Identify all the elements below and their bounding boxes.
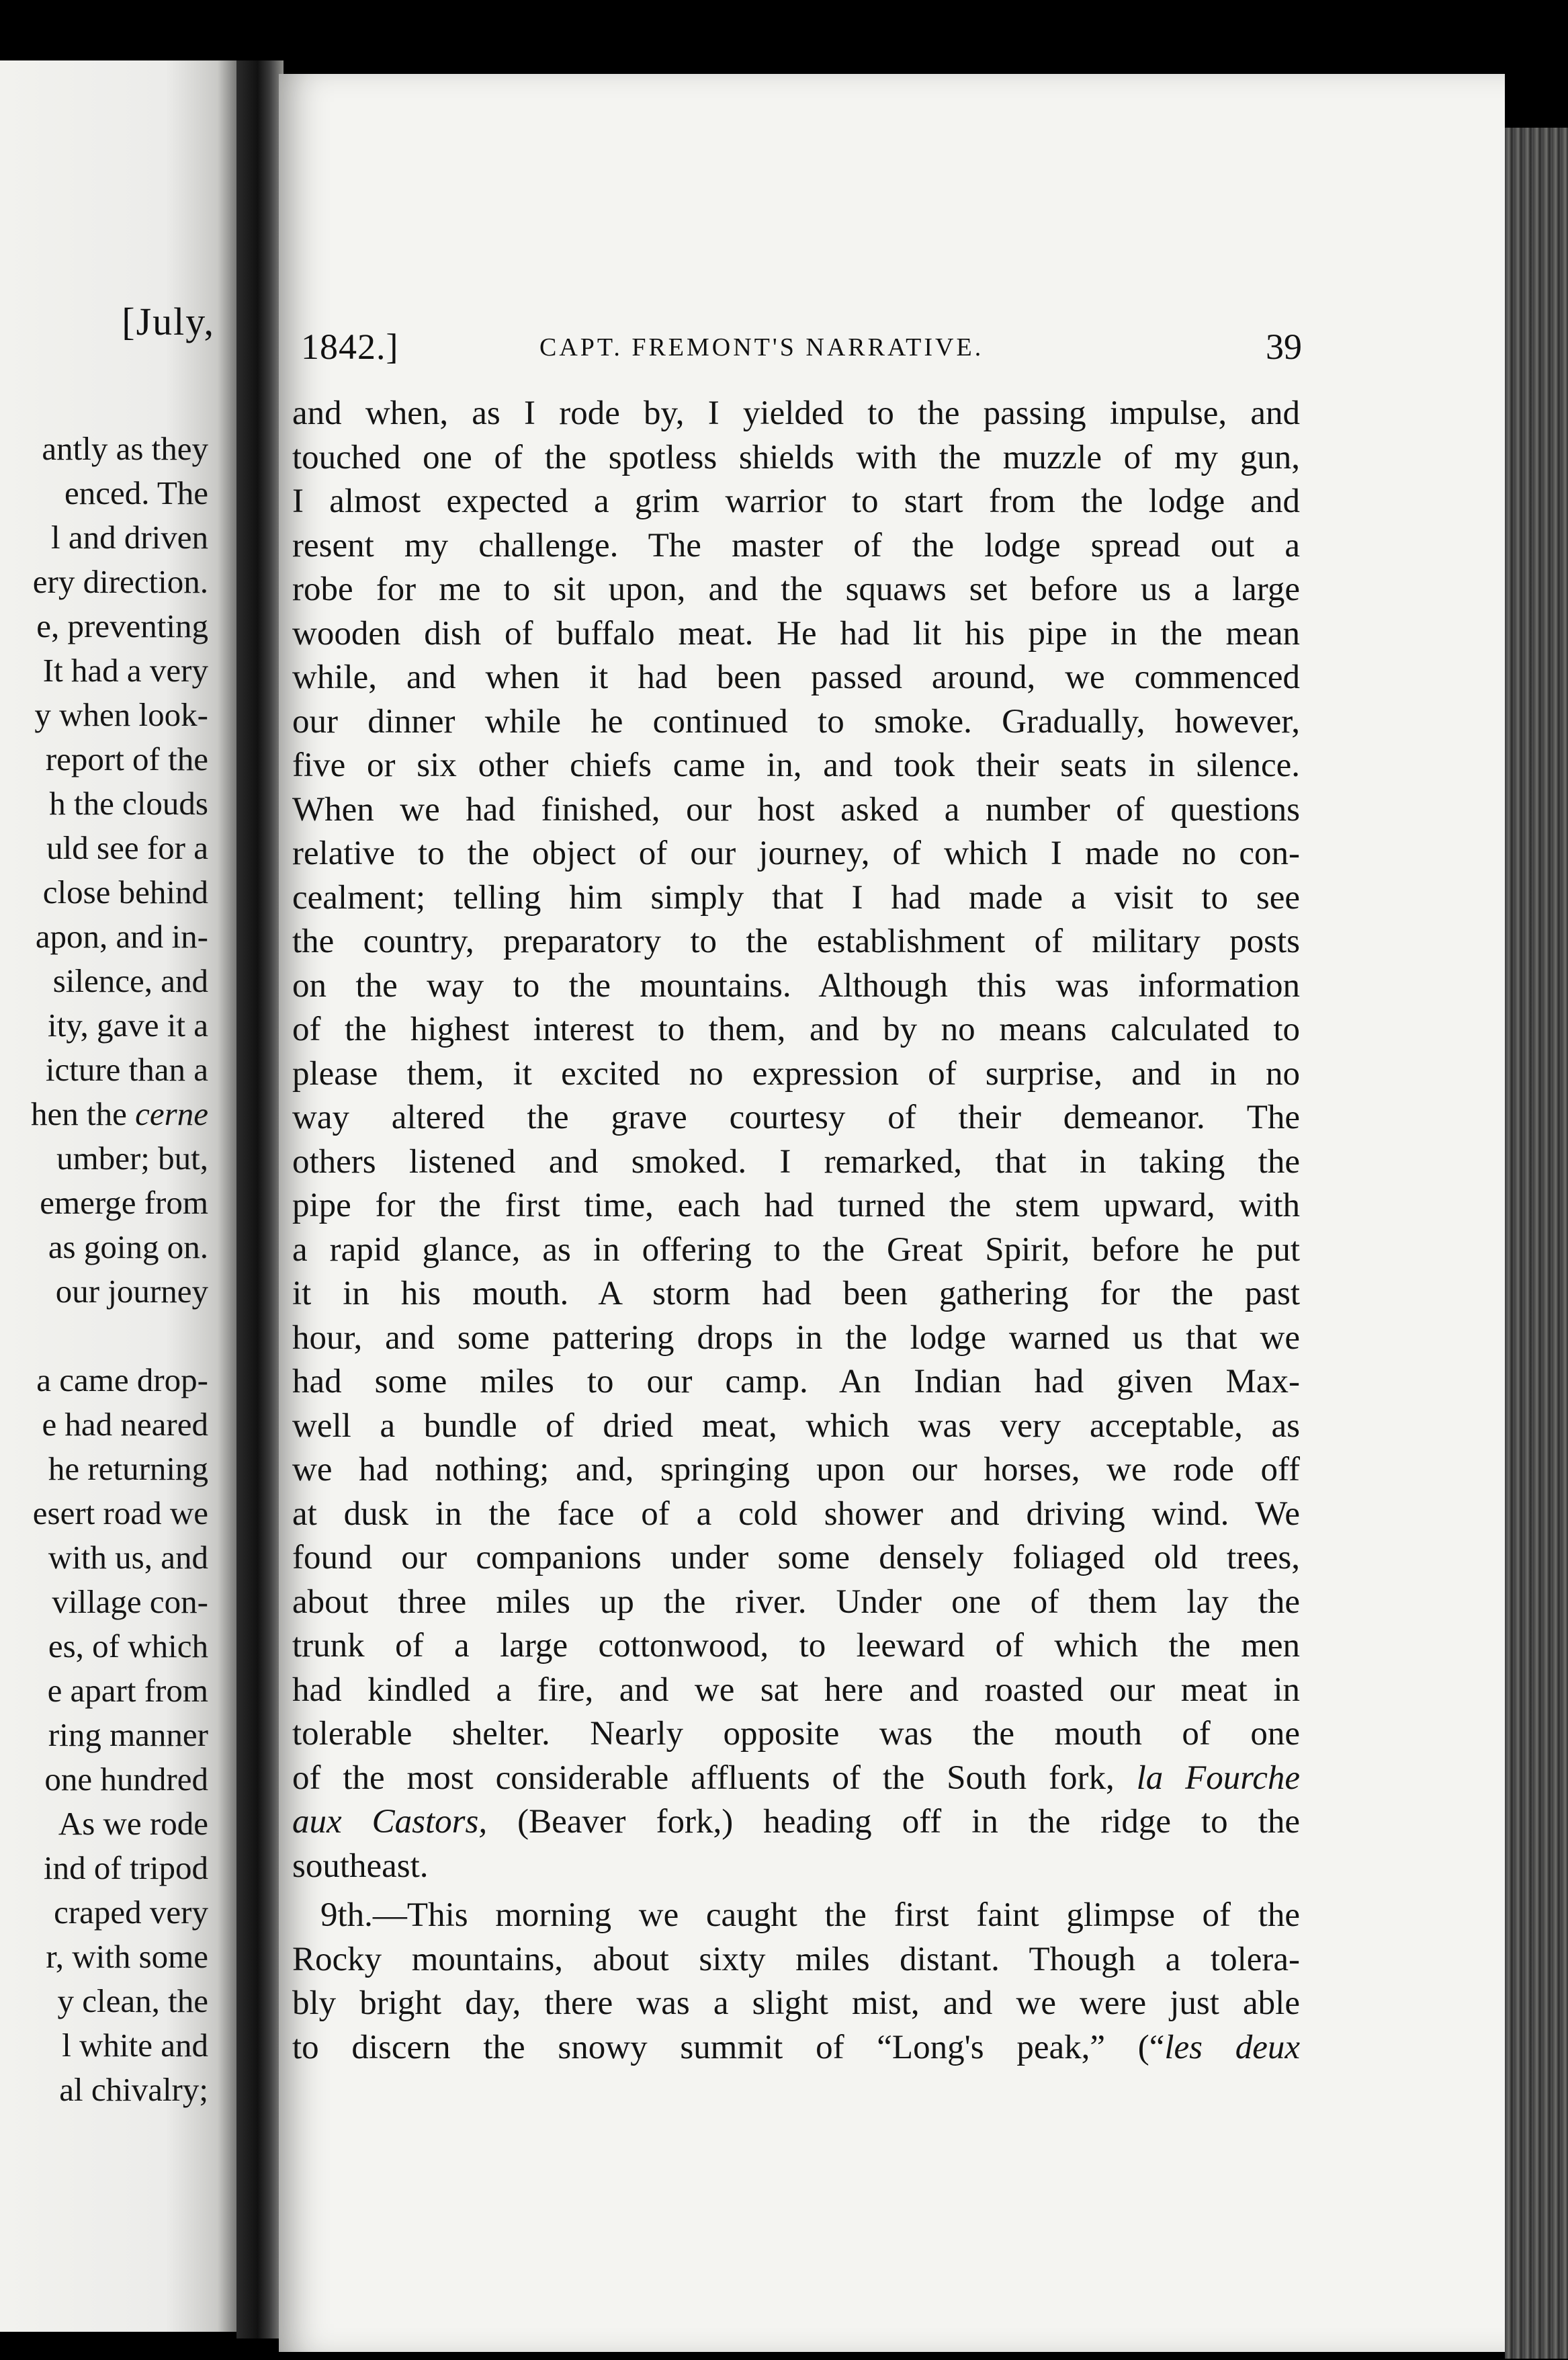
text-line: well a bundle of dried meat, which was very acceptable, as [292,1406,1300,1445]
left-text-line: silence, and [52,962,208,999]
left-page-text [31,427,208,2112]
left-text-line: he returning [48,1450,208,1487]
text-line: five or six other chiefs came in, and took their seats in silence. [292,747,1300,784]
text-line: cealment; telling him simply that I had made a visit to see [292,878,1300,917]
text-line: wooden dish of buffalo meat. He had lit his pipe in the mean [292,614,1300,652]
text-line: bly bright day, there was a slight mist, and we were just able [292,1984,1300,2022]
text-line: please them, it excited no expression of surprise, and in no [292,1054,1300,1093]
italic-phrase: les deux [1164,2028,1300,2066]
paragraph-2 [292,1894,1300,2026]
text-line: resent my challenge. The master of the lodge spread out a [292,526,1300,564]
italic-phrase: la Fourche [1136,1759,1300,1797]
left-text-line: ity, gave it a [47,1007,208,1044]
text-line: had some miles to our camp. An Indian had given Max- [292,1363,1300,1400]
running-head-date: 1842.] [301,327,399,367]
text-line: southeast. [292,1847,429,1885]
text-line: aux Castors, (Beaver fork,) heading off in the ridge to the [292,1803,1300,1841]
left-text-line: y when look- [34,696,208,733]
left-text-line: ring manner [48,1716,208,1753]
left-text-line [31,1314,208,1358]
text-line: of the most considerable affluents of the South fork, la Fourche [292,1759,1300,1797]
text-line: trunk of a large cottonwood, to leeward of which the men [292,1627,1300,1664]
left-text-line: y clean, the [57,1982,208,2019]
left-text-line: enced. The [64,474,208,511]
book-gutter [236,60,284,2338]
left-text-line: one hundred [44,1761,208,1798]
text-line: 9th.—This morning we caught the first faint glimpse of the [320,1896,1300,1934]
text-line: I almost expected a grim warrior to start from the lodge and [292,482,1300,520]
left-running-head: [July, [122,300,215,343]
text-line: to discern the snowy summit of “Long's peak,” (“les deux [292,2028,1300,2066]
left-text-line: uld see for a [46,829,208,866]
text-line: we had nothing; and, springing upon our horses, we rode off [292,1451,1300,1488]
left-text-line: antly as they [42,430,208,467]
left-text-line: umber; but, [56,1140,208,1177]
left-text-line: as going on. [48,1228,208,1265]
text-line: hour, and some pattering drops in the lodge warned us that we [292,1318,1300,1357]
left-text-line: icture than a [45,1051,208,1088]
left-text-line: esert road we [32,1494,208,1531]
text-line: about three miles up the river. Under one of them lay the [292,1583,1300,1621]
running-head [301,326,1302,373]
left-text-line: e apart from [47,1672,208,1709]
left-text-line: our journey [55,1273,208,1310]
text-line: while, and when it had been passed around, we commenced [292,659,1300,696]
left-text-line: h the clouds [49,785,208,822]
left-text-line: with us, and [48,1539,208,1576]
text-line: others listened and smoked. I remarked, that in taking the [292,1142,1300,1181]
left-text-line: l white and [62,2027,208,2064]
left-text-line: report of the [45,741,208,777]
text-line: found our companions under some densely foliaged old trees, [292,1539,1300,1576]
text-line: tolerable shelter. Nearly opposite was the mouth of one [292,1715,1300,1753]
left-text-line: It had a very [42,652,208,689]
left-text-line: emerge from [40,1184,208,1221]
running-head-title: CAPT. FREMONT'S NARRATIVE. [539,333,984,362]
page-number: 39 [1266,327,1302,367]
left-text-line: craped very [54,1894,208,1931]
text-line: and when, as I rode by, I yielded to the passing impulse, and [292,394,1300,432]
left-text-line: e, preventing [36,607,208,644]
left-text-line: hen the cerne [31,1095,208,1132]
body-text [292,392,1300,2070]
text-line: relative to the object of our journey, of which I made no con- [292,835,1300,872]
text-line: pipe for the first time, each had turned the stem upward, with [292,1187,1300,1224]
paragraph-1 [292,392,1300,1757]
left-text-line: l and driven [50,519,208,556]
text-line: touched one of the spotless shields with the muzzle of my gun, [292,438,1300,476]
text-line: had kindled a fire, and we sat here and roasted our meat in [292,1671,1300,1709]
left-text-line: ery direction. [32,563,208,600]
text-line: on the way to the mountains. Although this was information [292,966,1300,1005]
text-line: of the highest interest to them, and by no means calculated to [292,1011,1300,1048]
left-text-line: ind of tripod [44,1849,208,1886]
left-text-line: village con- [52,1583,208,1620]
italic-phrase: aux Castors, [292,1803,488,1841]
left-facing-page [0,60,236,2332]
text-line: the country, preparatory to the establishment of military posts [292,923,1300,960]
text-line: way altered the grave courtesy of their demeanor. The [292,1099,1300,1136]
text-line: Rocky mountains, about sixty miles distant. Though a tolera- [292,1940,1300,1978]
text-line: at dusk in the face of a cold shower and driving wind. We [292,1494,1300,1533]
left-text-line: es, of which [48,1628,208,1664]
text-line: robe for me to sit upon, and the squaws set before us a large [292,571,1300,608]
left-text-line: a came drop- [36,1361,208,1398]
left-text-line: apon, and in- [35,918,208,955]
left-text-line: r, with some [46,1938,208,1975]
left-text-line: close behind [42,874,208,911]
text-line: a rapid glance, as in offering to the Great Spirit, before he put [292,1230,1300,1269]
left-text-line: e had neared [42,1406,208,1443]
text-line: our dinner while he continued to smoke. Gradually, however, [292,702,1300,741]
text-line: it in his mouth. A storm had been gathering for the past [292,1275,1300,1312]
left-text-line: As we rode [58,1805,208,1842]
left-text-line: al chivalry; [59,2071,208,2108]
text-line: When we had finished, our host asked a number of questions [292,790,1300,829]
page-edges [1505,128,1568,2359]
